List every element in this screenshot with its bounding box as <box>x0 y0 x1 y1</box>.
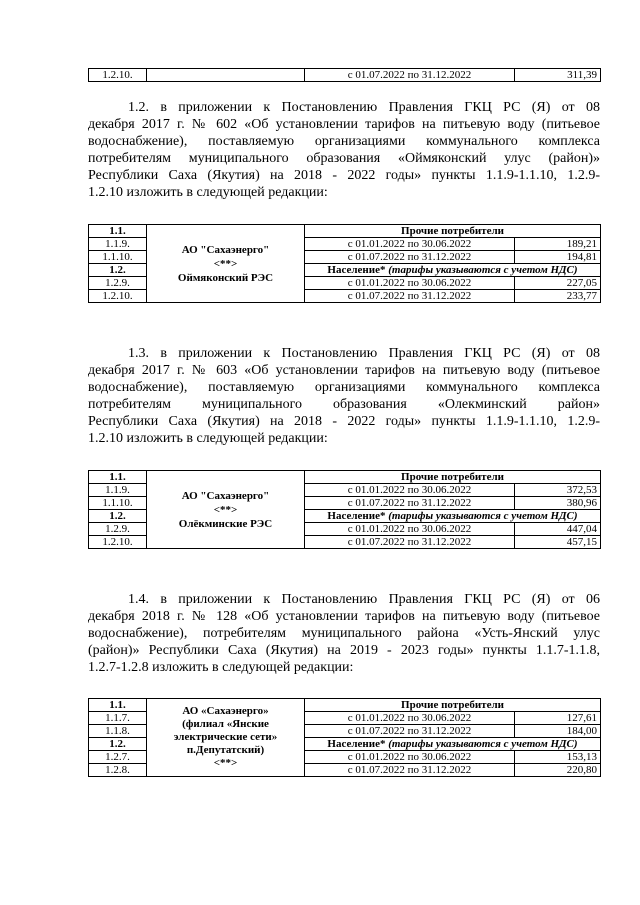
tariff-value: 189,21 <box>515 238 601 251</box>
population-head-bold: Население* <box>327 738 389 750</box>
row-number: 1.1.10. <box>89 251 147 264</box>
org-name: Олёкминские РЭС <box>178 517 273 530</box>
row-number: 1.2.10. <box>89 536 147 549</box>
row-number: 1.1.10. <box>89 497 147 510</box>
paragraph-line: декабря 2017 г. № 603 «Об установлении тарифов на питьевую воду (питьевое <box>88 363 600 378</box>
period-cell: с 01.07.2022 по 31.12.2022 <box>305 251 515 264</box>
tariff-value: 457,15 <box>515 536 601 549</box>
row-number: 1.2.7. <box>89 751 147 764</box>
tariff-value: 372,53 <box>515 484 601 497</box>
population-head <box>305 510 601 523</box>
row-number: 1.1.7. <box>89 712 147 725</box>
tariff-value: 311,39 <box>515 69 601 82</box>
org-name: АО "Сахаэнерго" <box>181 243 270 256</box>
paragraph-line: декабря 2018 г. № 128 «Об установлении тарифов на питьевую воду (питьевое <box>88 609 600 624</box>
consumer-group-head: Прочие потребители <box>305 225 601 238</box>
row-number: 1.2.9. <box>89 277 147 290</box>
org-cell <box>147 69 305 82</box>
paragraph-line: декабря 2017 г. № 602 «Об установлении тарифов на питьевую воду (питьевое <box>88 117 600 132</box>
row-number: 1.1. <box>89 471 147 484</box>
period-cell: с 01.07.2022 по 31.12.2022 <box>305 764 515 777</box>
paragraph-line: Республики Саха (Якутия) на 2018 - 2022 годы» пункты 1.1.9-1.1.10, 1.2.9- <box>88 168 600 183</box>
paragraph-line: 1.2. в приложении к Постановлению Правления ГКЦ РС (Я) от 08 <box>128 100 600 115</box>
row-number: 1.2. <box>89 738 147 751</box>
top-tariff-table <box>88 68 601 82</box>
population-head-italic: (тарифы указываются с учетом НДС) <box>388 264 578 276</box>
org-name: Оймяконский РЭС <box>177 271 274 284</box>
row-number: 1.1.9. <box>89 238 147 251</box>
row-number: 1.2. <box>89 264 147 277</box>
org-cell <box>147 699 305 777</box>
row-number: 1.1. <box>89 225 147 238</box>
org-name: <**> <box>213 757 238 769</box>
tariff-table <box>88 224 601 303</box>
period-cell: с 01.01.2022 по 30.06.2022 <box>305 484 515 497</box>
paragraph-line: (район)» Республики Саха (Якутия) на 2019 - 2023 годы» пункты 1.1.7-1.1.8, <box>88 643 600 658</box>
org-name: <**> <box>213 257 238 270</box>
row-number: 1.2. <box>89 510 147 523</box>
period-cell: с 01.07.2022 по 31.12.2022 <box>305 290 515 303</box>
population-head <box>305 264 601 277</box>
org-name: электрические сети» <box>173 731 278 743</box>
paragraph-line: водоснабжение), потребителям муниципального района «Усть-Янский улус <box>88 626 600 641</box>
org-cell <box>147 471 305 549</box>
period-cell: с 01.01.2022 по 30.06.2022 <box>305 712 515 725</box>
table-row <box>89 471 601 484</box>
population-head-italic: (тарифы указываются с учетом НДС) <box>388 510 578 522</box>
period-cell: с 01.01.2022 по 30.06.2022 <box>305 751 515 764</box>
row-number: 1.1.8. <box>89 725 147 738</box>
period-cell: с 01.07.2022 по 31.12.2022 <box>305 69 515 82</box>
org-name: (филиал «Янские <box>182 718 269 730</box>
org-name: АО «Сахаэнерго» <box>182 705 269 717</box>
paragraph-line: 1.4. в приложении к Постановлению Правления ГКЦ РС (Я) от 06 <box>128 592 600 607</box>
tariff-value: 220,80 <box>515 764 601 777</box>
population-head-italic: (тарифы указываются с учетом НДС) <box>388 738 578 750</box>
paragraph-line: водоснабжение), поставляемую организациями коммунального комплекса <box>88 380 600 395</box>
tariff-value: 194,81 <box>515 251 601 264</box>
paragraph-line: 1.2.7-1.2.8 изложить в следующей редакции: <box>88 660 354 675</box>
org-cell <box>147 225 305 303</box>
tariff-value: 380,96 <box>515 497 601 510</box>
tariff-value: 447,04 <box>515 523 601 536</box>
tariff-value: 127,61 <box>515 712 601 725</box>
population-head-bold: Население* <box>327 510 389 522</box>
row-number: 1.2.10. <box>89 290 147 303</box>
period-cell: с 01.07.2022 по 31.12.2022 <box>305 497 515 510</box>
section-paragraph <box>88 591 600 676</box>
row-number: 1.2.10. <box>89 69 147 82</box>
paragraph-line: Республики Саха (Якутия) на 2018 - 2022 годы» пункты 1.1.9-1.1.10, 1.2.9- <box>88 414 600 429</box>
period-cell: с 01.07.2022 по 31.12.2022 <box>305 725 515 738</box>
consumer-group-head: Прочие потребители <box>305 471 601 484</box>
tariff-value: 227,05 <box>515 277 601 290</box>
paragraph-line: 1.2.10 изложить в следующей редакции: <box>88 185 328 200</box>
period-cell: с 01.01.2022 по 30.06.2022 <box>305 523 515 536</box>
row-number: 1.1.9. <box>89 484 147 497</box>
section-paragraph <box>88 345 600 447</box>
population-head-bold: Население* <box>327 264 389 276</box>
tariff-value: 233,77 <box>515 290 601 303</box>
tariff-value: 153,13 <box>515 751 601 764</box>
section-paragraph <box>88 99 600 201</box>
org-name: п.Депутатский) <box>186 744 265 756</box>
population-head <box>305 738 601 751</box>
paragraph-line: 1.2.10 изложить в следующей редакции: <box>88 431 328 446</box>
org-name: <**> <box>213 503 238 516</box>
tariff-table <box>88 470 601 549</box>
period-cell: с 01.01.2022 по 30.06.2022 <box>305 238 515 251</box>
paragraph-line: потребителям муниципального образования «Оймяконский улус (район)» <box>88 151 600 166</box>
org-name: АО "Сахаэнерго" <box>181 489 270 502</box>
table-row <box>89 699 601 712</box>
row-number: 1.2.8. <box>89 764 147 777</box>
row-number: 1.1. <box>89 699 147 712</box>
table-row <box>89 225 601 238</box>
paragraph-line: потребителям муниципального образования «Олекминский район» <box>88 397 600 412</box>
period-cell: с 01.01.2022 по 30.06.2022 <box>305 277 515 290</box>
paragraph-line: водоснабжение), поставляемую организациями коммунального комплекса <box>88 134 600 149</box>
consumer-group-head: Прочие потребители <box>305 699 601 712</box>
paragraph-line: 1.3. в приложении к Постановлению Правления ГКЦ РС (Я) от 08 <box>128 346 600 361</box>
tariff-table <box>88 698 601 777</box>
tariff-value: 184,00 <box>515 725 601 738</box>
row-number: 1.2.9. <box>89 523 147 536</box>
table-row <box>89 69 601 82</box>
period-cell: с 01.07.2022 по 31.12.2022 <box>305 536 515 549</box>
